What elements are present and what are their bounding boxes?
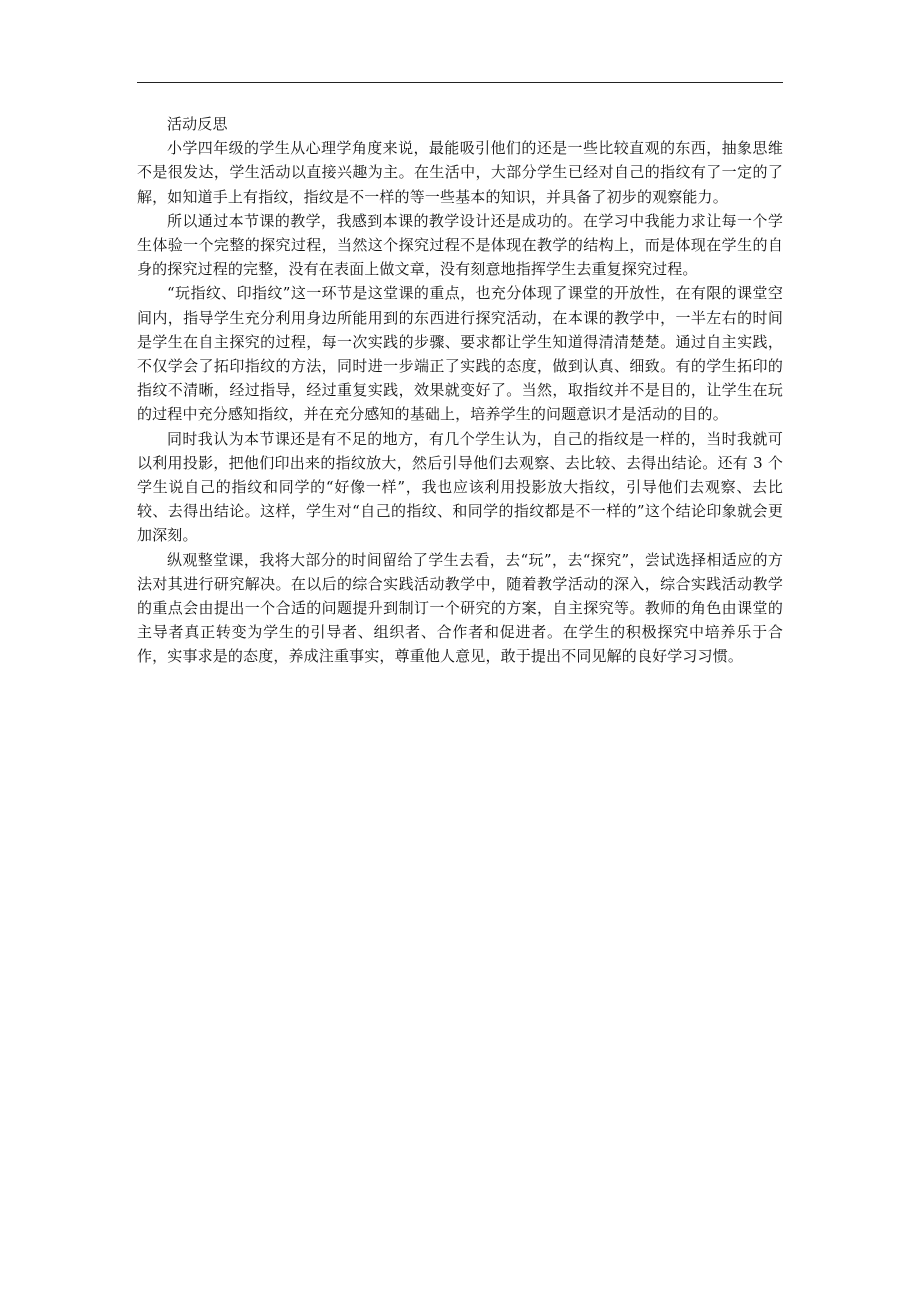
document-body [137, 112, 783, 669]
paragraph: 所以通过本节课的教学，我感到本课的教学设计还是成功的。在学习中我能力求让每一个学生体验一个完整的探究过程，当然这个探究过程不是体现在教学的结构上，而是体现在学生的自身的探究过程的完整，没有在表面上做文章，没有刻意地指挥学生去重复探究过程。 [137, 211, 783, 279]
paragraph: 小学四年级的学生从心理学角度来说，最能吸引他们的还是一些比较直观的东西，抽象思维不是很发达，学生活动以直接兴趣为主。在生活中，大部分学生已经对自己的指纹有了一定的了解，如知道手上有指纹，指纹是不一样的等一些基本的知识，并具备了初步的观察能力。 [137, 139, 783, 206]
paragraph: 同时我认为本节课还是有不足的地方，有几个学生认为，自己的指纹是一样的，当时我就可以利用投影，把他们印出来的指纹放大，然后引导他们去观察、去比较、去得出结论。还有 3 个学生说自己的指纹和同学的“好像一样”，我也应该利用投影放大指纹，引导他们去观察、去比较、去得出结论。这样，学生对“自己的指纹、和同学的指纹都是不一样的”这个结论印象就会更加深刻。 [137, 429, 783, 545]
paragraph: 纵观整堂课，我将大部分的时间留给了学生去看，去“玩”，去“探究”，尝试选择相适应的方法对其进行研究解决。在以后的综合实践活动教学中，随着教学活动的深入，综合实践活动教学的重点会由提出一个合适的问题提升到制订一个研究的方案，自主探究等。教师的角色由课堂的主导者真正转变为学生的引导者、组织者、合作者和促进者。在学生的积极探究中培养乐于合作，实事求是的态度，养成注重事实，尊重他人意见，敢于提出不同见解的良好学习习惯。 [137, 550, 783, 666]
header-rule [137, 82, 783, 83]
paragraph: “玩指纹、印指纹”这一环节是这堂课的重点，也充分体现了课堂的开放性，在有限的课堂空间内，指导学生充分利用身边所能用到的东西进行探究活动，在本课的教学中，一半左右的时间是学生在自主探究的过程，每一次实践的步骤、要求都让学生知道得清清楚楚。通过自主实践，不仅学会了拓印指纹的方法，同时进一步端正了实践的态度，做到认真、细致。有的学生拓印的指纹不清晰，经过指导，经过重复实践，效果就变好了。当然，取指纹并不是目的，让学生在玩的过程中充分感知指纹，并在充分感知的基础上，培养学生的问题意识才是活动的目的。 [137, 284, 783, 424]
section-heading: 活动反思 [167, 115, 228, 133]
